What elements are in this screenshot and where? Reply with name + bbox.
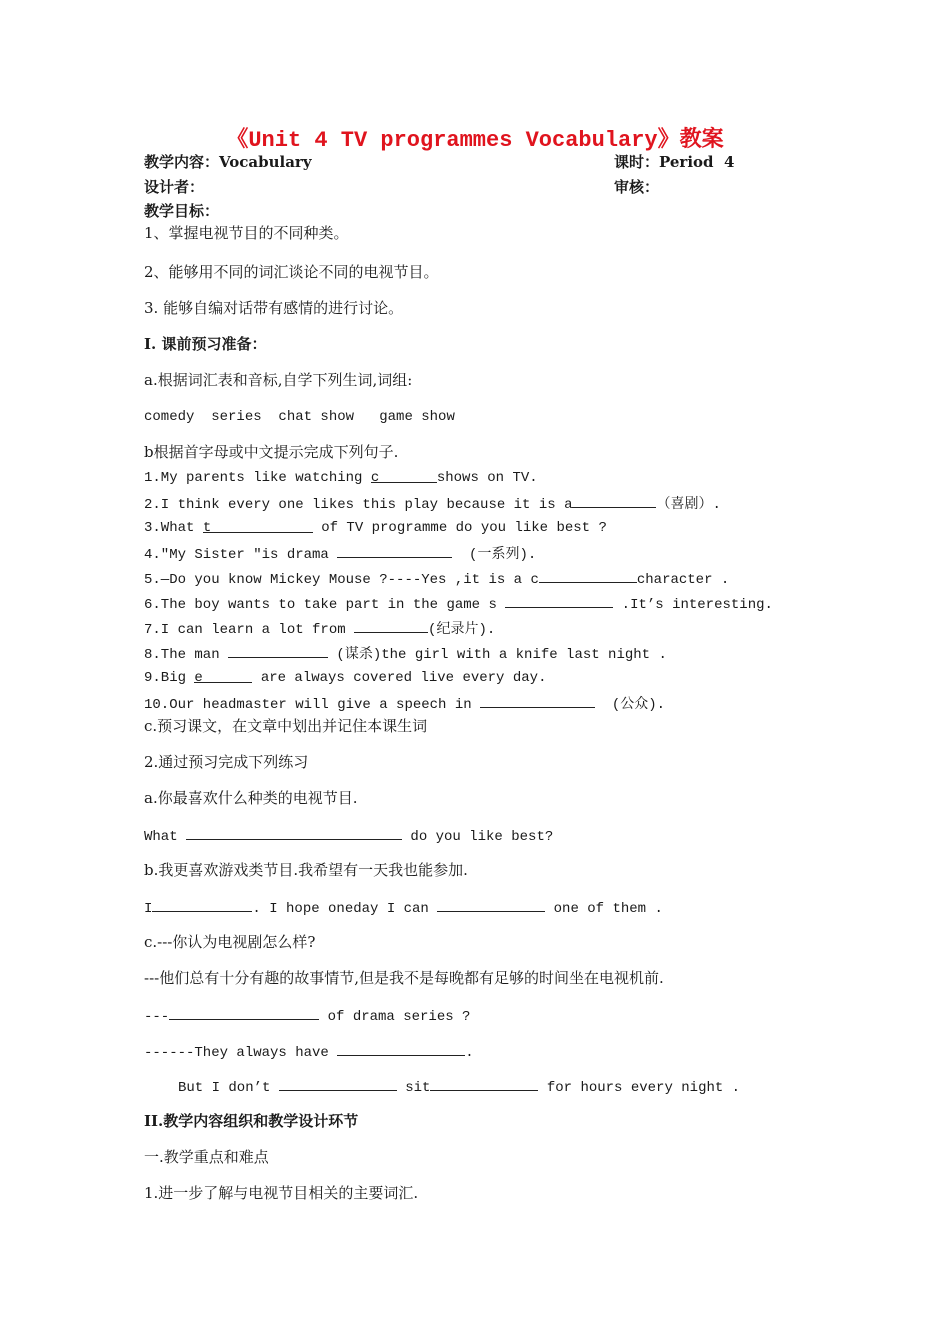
period-label: 课时：Period 4: [614, 153, 735, 171]
sentence-text: 10.Our headmaster will give a speech in: [144, 697, 481, 713]
question-a-en: [144, 825, 553, 847]
sentence-text: (纪录片).: [428, 622, 496, 638]
sentence-text: What: [144, 829, 187, 845]
question-b-cn: b.我更喜欢游戏类节目.我希望有一天我也能参加.: [144, 861, 468, 879]
sentence-text: ------They always have: [144, 1045, 338, 1061]
fill-blank: [370, 468, 437, 486]
fill-blank: [152, 897, 252, 912]
hint-letter: c: [370, 470, 380, 486]
sentence-text: do you like best?: [402, 829, 554, 845]
section3-heading: II.教学内容组织和教学设计环节: [144, 1112, 359, 1130]
goal-2: 2、能够用不同的词汇谈论不同的电视节目。: [144, 263, 439, 281]
fill-blank: [539, 568, 637, 583]
sentence-8: [144, 643, 667, 665]
sentence-text: . I hope oneday I can: [252, 901, 438, 917]
reviewer-label: 审核：: [614, 178, 660, 196]
fill-blank: [169, 1005, 319, 1020]
sentence-text: (谋杀)the girl with a knife last night .: [328, 647, 667, 663]
fill-blank: [354, 618, 428, 633]
fill-blank: [186, 825, 402, 840]
sentence-text: .It’s interesting.: [613, 597, 773, 613]
sentence-text: 8.The man: [144, 647, 229, 663]
sentence-6: [144, 593, 773, 615]
goal-1: 1、掌握电视节目的不同种类。: [144, 224, 349, 242]
sentence-text: I: [144, 901, 153, 917]
sentence-text: one of them .: [545, 901, 663, 917]
vocab-list: comedy series chat show game show: [144, 409, 455, 425]
sentence-text: shows on TV.: [436, 470, 538, 486]
sentence-1: [144, 468, 538, 488]
sentence-text: 1.My parents like watching: [144, 470, 371, 486]
sentence-text: 6.The boy wants to take part in the game s: [144, 597, 506, 613]
fill-blank: [437, 897, 545, 912]
sentence-text: But I don’t: [178, 1080, 279, 1096]
fill-blank: [505, 593, 613, 608]
sentence-5: [144, 568, 729, 590]
sentence-text: sit: [396, 1080, 431, 1096]
section1-c-intro: c.预习课文，在文章中划出并记住本课生词: [144, 717, 428, 735]
fill-blank: [279, 1076, 397, 1091]
sentence-2: [144, 493, 721, 515]
question-b-en: [144, 897, 663, 919]
section3-item-1: 1.进一步了解与电视节目相关的主要词汇.: [144, 1184, 419, 1202]
sentence-text: 4."My Sister "is drama: [144, 547, 338, 563]
fill-blank: [430, 1076, 538, 1091]
fill-blank: [337, 1041, 465, 1056]
fill-blank: [194, 668, 252, 686]
question-a-cn: a.你最喜欢什么种类的电视节目.: [144, 789, 358, 807]
content-label: 教学内容：Vocabulary: [144, 153, 312, 171]
sentence-text: 2.I think every one likes this play because it is a: [144, 497, 573, 513]
hint-letter: t: [202, 520, 212, 536]
fill-blank: [202, 518, 313, 536]
section1-b-intro: b根据首字母或中文提示完成下列句子.: [144, 443, 399, 461]
question-c-en2: [144, 1041, 474, 1063]
question-c-cn: c.---你认为电视剧怎么样?: [144, 933, 316, 951]
question-c-cn2: ---他们总有十分有趣的故事情节,但是我不是每晚都有足够的时间坐在电视机前.: [144, 969, 664, 987]
sentence-text: character .: [636, 572, 730, 588]
sentence-text: 3.What: [144, 520, 203, 536]
section1-a-intro: a.根据词汇表和音标,自学下列生词,词组:: [144, 371, 413, 389]
question-c-en1: [144, 1005, 470, 1027]
sentence-text: are always covered live every day.: [252, 670, 547, 686]
fill-blank: [228, 643, 328, 658]
designer-label: 设计者：: [144, 178, 205, 196]
sentence-10: [144, 693, 665, 715]
sentence-text: 7.I can learn a lot from: [144, 622, 355, 638]
fill-blank: [480, 693, 595, 708]
document-title: 《Unit 4 TV programmes Vocabulary》教案: [226, 128, 724, 153]
hint-letter: e: [194, 670, 203, 686]
fill-blank: [572, 493, 656, 508]
section2-heading: 2.通过预习完成下列练习: [144, 753, 309, 771]
sentence-text: .: [465, 1045, 474, 1061]
sentence-text: for hours every night .: [538, 1080, 741, 1096]
sentence-text: of TV programme do you like best ?: [312, 520, 607, 536]
sentence-4: [144, 543, 536, 565]
sentence-3: [144, 518, 607, 538]
section3-sub: 一.教学重点和难点: [144, 1148, 269, 1166]
goal-3: 3. 能够自编对话带有感情的进行讨论。: [144, 299, 404, 317]
sentence-text: 5.—Do you know Mickey Mouse ?----Yes ,it is a c: [144, 572, 539, 588]
sentence-text: （喜剧）.: [656, 497, 721, 513]
sentence-text: (公众).: [595, 697, 666, 713]
sentence-text: ---: [144, 1009, 170, 1025]
sentence-9: [144, 668, 546, 688]
section1-heading: I. 课前预习准备：: [144, 335, 267, 353]
sentence-7: [144, 618, 495, 640]
fill-blank: [337, 543, 452, 558]
sentence-text: (一系列).: [452, 547, 537, 563]
goals-label: 教学目标：: [144, 202, 220, 220]
sentence-text: of drama series ?: [319, 1009, 471, 1025]
question-c-en3: [178, 1076, 740, 1098]
sentence-text: 9.Big: [144, 670, 195, 686]
